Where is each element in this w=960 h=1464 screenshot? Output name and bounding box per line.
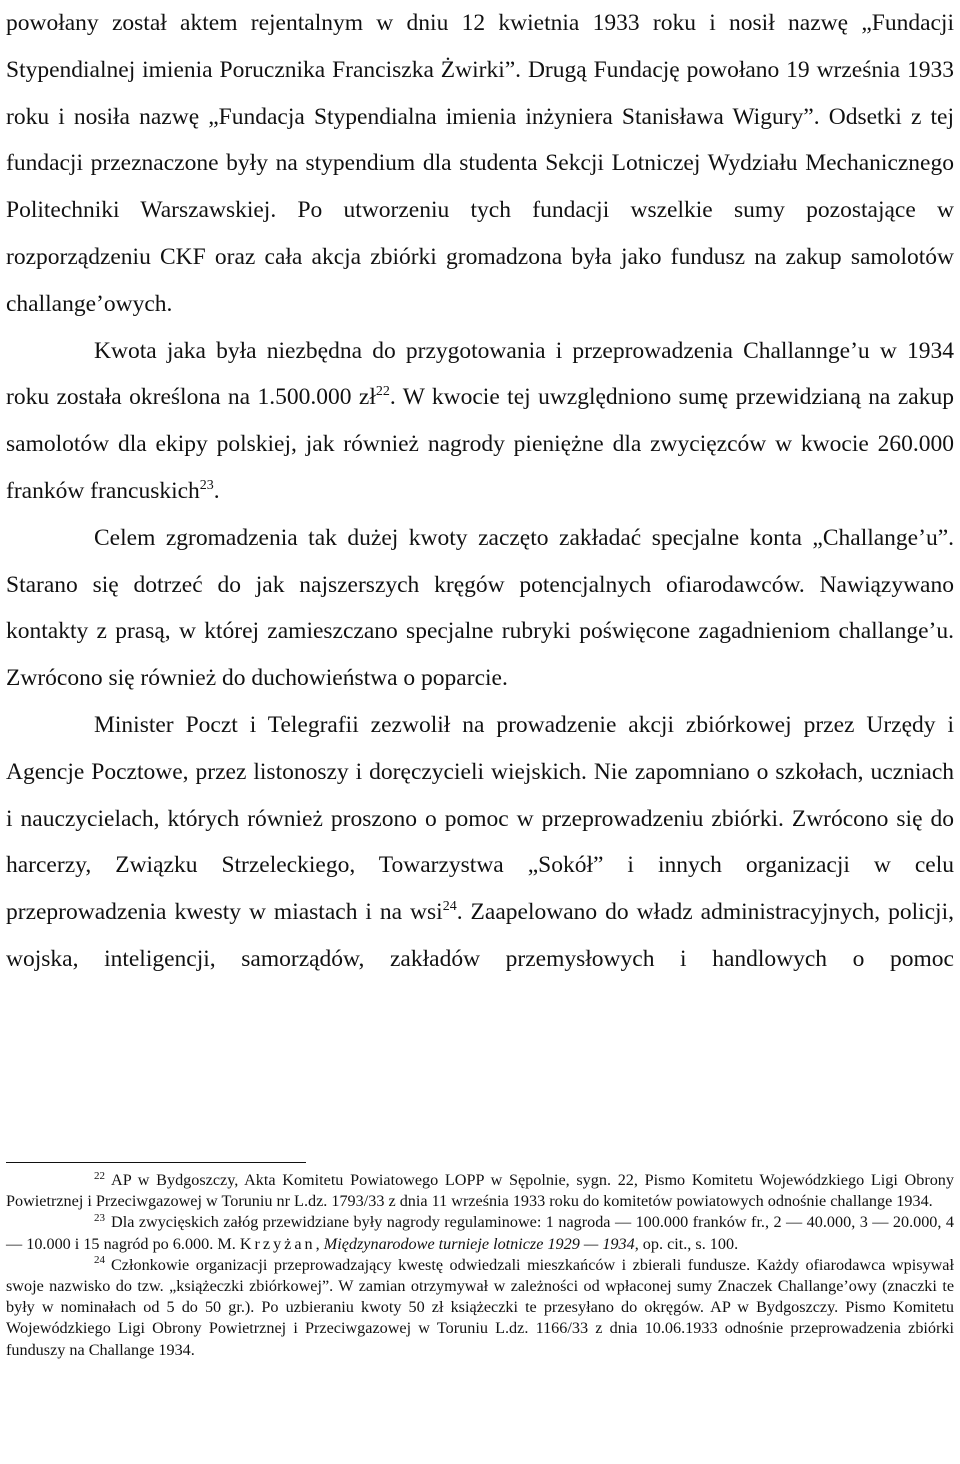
footnote-separator	[6, 1162, 306, 1163]
paragraph-2-text-b: . W kwocie tej uwzględniono sumę przewidzianą na zakup samolotów dla ekipy polskiej, jak również nagrody pieniężne dla zwycięzców w kwocie 260.000 franków francuskich	[6, 384, 954, 504]
paragraph-4-text-b: . Zaapelowano do władz administracyjnych, policji, wojska, inteligencji, samorządów, zakładów przemysłowych i handlowych o pomoc	[6, 899, 954, 972]
paragraph-4-text-a: Minister Poczt i Telegrafii zezwolił na prowadzenie akcji zbiórkowej przez Urzędy i Agencje Pocztowe, przez listonoszy i doręczycieli wiejskich. Nie zapomniano o szkołach, uczniach i nauczycielach, których również proszono o pomoc w przeprowadzeniu zbiórki. Zwrócono się do harcerzy, Związku Strzeleckiego, Towarzystwa „Sokół” i innych organizacji w celu przeprowadzenia kwesty w miastach i na wsi	[6, 711, 954, 926]
footnote-text: ,	[315, 1234, 320, 1253]
footnote-text: Członkowie organizacji przeprowadzający kwestę odwiedzali mieszkańców i zbierali fundusze. Każdy ofiarodawca wpisywał swoje nazwisko do tzw. „książeczki zbiórkowej”. W zamian otrzymywał w zależności od wpłaconej sumy Znaczek Challange’owy (znaczki te były w nominałach od 5 do 50 gr.). Po uzbieraniu kwoty 50 zł książeczki te przesyłano do okręgów. AP w Bydgoszczy. Pismo Komitetu Wojewódzkiego Ligi Obrony Powietrznej i Przeciwgazowej w Toruniu L.dz. 1166/33 z dnia 10.06.1933 odnośnie przeprowadzenia zbiórki funduszy na Challange 1934.	[6, 1255, 954, 1359]
footnote-23	[6, 1212, 954, 1254]
footnote-text: Dla zwycięskich załóg przewidziane były nagrody regulaminowe: 1 nagroda — 100.000 franków fr., 2 — 40.000, 3 — 20.000, 4 — 10.000 i 15 nagród po 6.000. M.	[6, 1213, 954, 1253]
document-page	[6, 0, 954, 983]
footnote-ref-23[interactable]: 23	[199, 478, 214, 494]
footnote-ref-22[interactable]: 22	[375, 384, 390, 400]
footnotes	[6, 1170, 954, 1361]
paragraph-2-text-c: .	[213, 477, 220, 504]
footnote-author: Krzyżan	[239, 1234, 316, 1253]
paragraph-3: Celem zgromadzenia tak dużej kwoty zaczęto zakładać specjalne konta „Challange’u”. Starano się dotrzeć do jak najszerszych kręgów potencjalnych ofiarodawców. Nawiązywano kontakty z prasą, w której zamieszczano specjalne rubryki poświęcone zagadnieniom challange’u. Zwrócono się również do duchowieństwa o poparcie.	[6, 524, 954, 692]
footnote-title: Międzynarodowe turnieje lotnicze 1929 — 1934	[323, 1234, 635, 1253]
body-text	[6, 0, 954, 983]
footnote-number: 23	[94, 1212, 105, 1225]
paragraph-2	[6, 328, 954, 515]
paragraph-2-text-a: Kwota jaka była niezbędna do przygotowania i przeprowadzenia Challannge’u w 1934 roku została określona na 1.500.000 zł	[6, 337, 954, 411]
footnote-number: 22	[94, 1169, 105, 1182]
footnote-24	[6, 1255, 954, 1361]
footnote-22	[6, 1170, 954, 1212]
footnote-text: , op. cit., s. 100.	[634, 1234, 739, 1253]
footnote-ref-24[interactable]: 24	[442, 899, 457, 915]
footnote-text: AP w Bydgoszczy, Akta Komitetu Powiatowego LOPP w Sępolnie, sygn. 22, Pismo Komitetu Wojewódzkiego Ligi Obrony Powietrznej i Przeciwgazowej w Toruniu nr L.dz. 1793/33 z dnia 11 września 1933 roku do komitetów powiatowych odnośnie challange 1934.	[6, 1171, 954, 1211]
paragraph-4	[6, 702, 954, 983]
paragraph-1: powołany został aktem rejentalnym w dniu 12 kwietnia 1933 roku i nosił nazwę „Fundacji Stypendialnej imienia Porucznika Franciszka Żwirki”. Drugą Fundację powołano 19 września 1933 roku i nosiła nazwę „Fundacja Stypendialna imienia inżyniera Stanisława Wigury”. Odsetki z tej fundacji przeznaczone były na stypendium dla studenta Sekcji Lotniczej Wydziału Mechanicznego Politechniki Warszawskiej. Po utworzeniu tych fundacji wszelkie sumy pozostające w rozporządzeniu CKF oraz cała akcja zbiórki gromadzona była jako fundusz na zakup samolotów challange’owych.	[6, 10, 954, 317]
footnote-number: 24	[94, 1254, 105, 1267]
